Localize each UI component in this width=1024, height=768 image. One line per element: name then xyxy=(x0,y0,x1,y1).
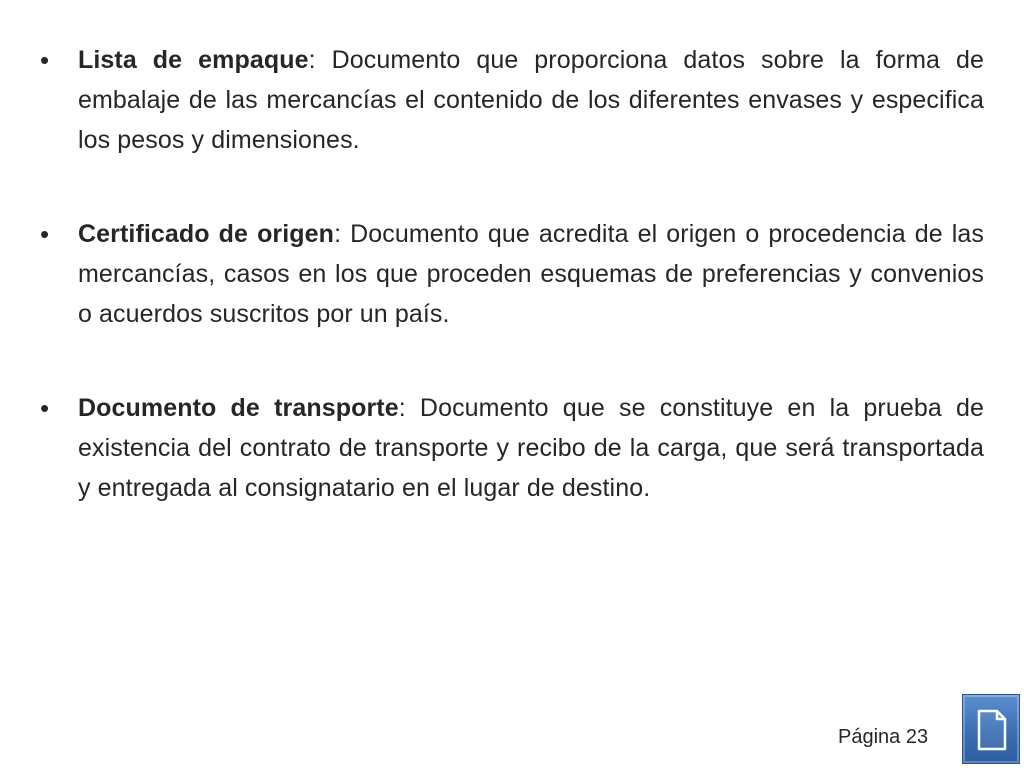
bullet-description: : Documento que se constituye en la prueba de existencia del contrato de transporte y recibo de la carga, que será transportada y entregada al consignatario en el lugar de destino. xyxy=(78,394,985,502)
bullet-term: Lista de empaque xyxy=(78,46,309,74)
bullet-marker: • xyxy=(40,45,50,75)
document-icon xyxy=(977,709,1007,751)
slide-content xyxy=(40,40,984,508)
bullet-marker: • xyxy=(40,393,50,423)
bullet-item-certificado-de-origen xyxy=(40,214,984,334)
document-button[interactable] xyxy=(962,694,1020,764)
bullet-item-documento-de-transporte xyxy=(40,388,984,508)
bullet-item-lista-de-empaque xyxy=(40,40,984,160)
bullet-marker: • xyxy=(40,219,50,249)
page-number: Página 23 xyxy=(838,726,929,748)
bullet-description: : Documento que proporciona datos sobre la forma de embalaje de las mercancías el contenido de los diferentes envases y especifica los pesos y dimensiones. xyxy=(78,46,984,154)
bullet-term: Certificado de origen xyxy=(78,220,335,248)
bullet-term: Documento de transporte xyxy=(78,394,399,422)
bullet-description: : Documento que acredita el origen o procedencia de las mercancías, casos en los que proceden esquemas de preferencias y convenios o acuerdos suscritos por un país. xyxy=(78,220,984,328)
bullet-list xyxy=(40,40,984,508)
